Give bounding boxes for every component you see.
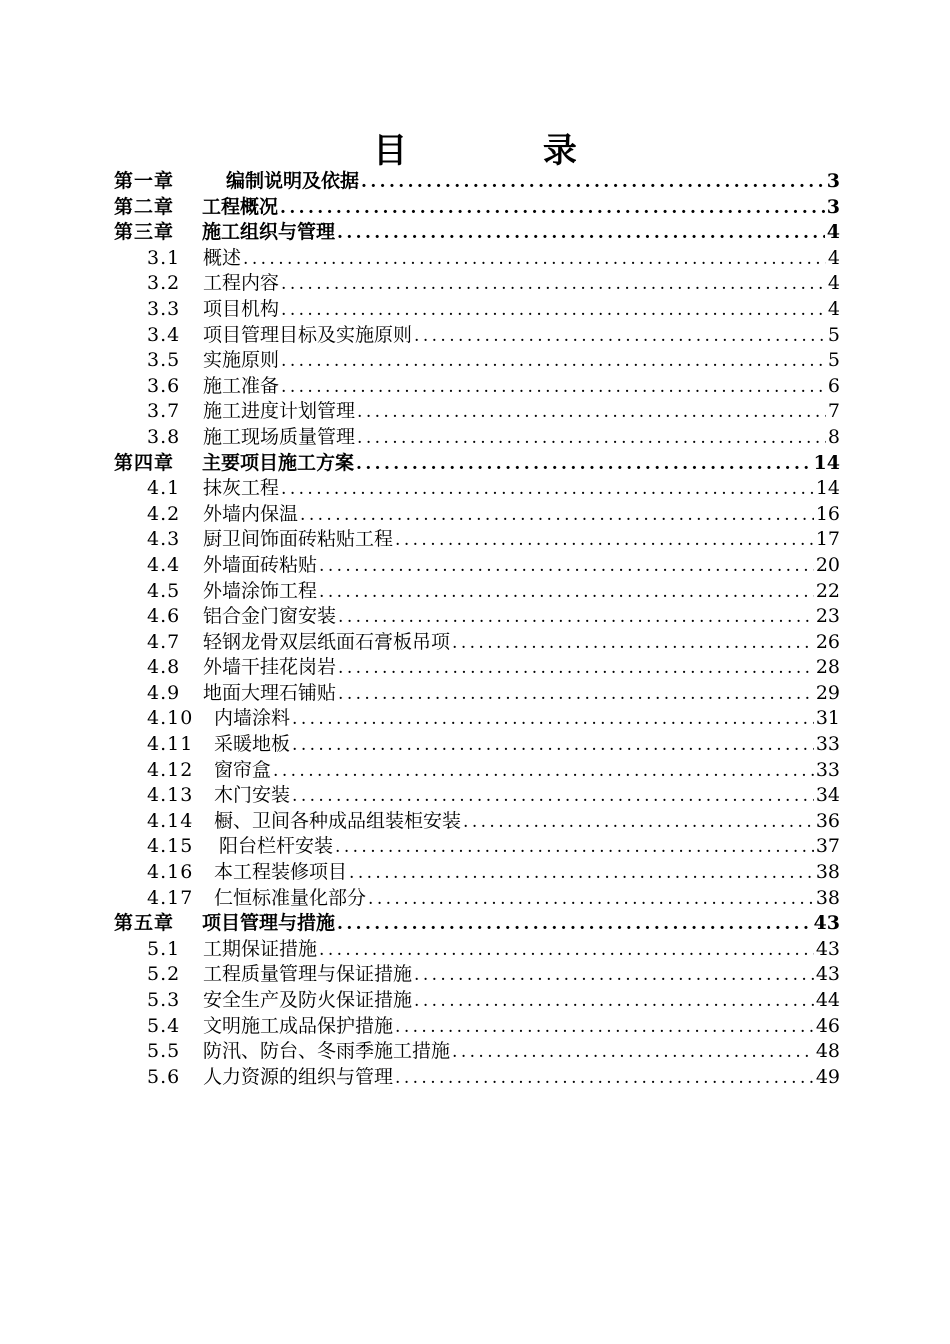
toc-entry-number: 4.11 bbox=[147, 733, 194, 756]
toc-entry-title: 实施原则 bbox=[203, 349, 280, 372]
toc-entry-number: 5.5 bbox=[147, 1040, 181, 1063]
toc-entry-page: 46 bbox=[815, 1014, 840, 1037]
toc-entry-page: 5 bbox=[827, 349, 840, 372]
dot-leader bbox=[335, 835, 814, 861]
dot-leader bbox=[280, 196, 825, 222]
dot-leader bbox=[292, 784, 814, 810]
toc-entry-page: 37 bbox=[815, 835, 840, 858]
toc-entry-5-3[interactable] bbox=[114, 988, 840, 1014]
toc-entry-4-13[interactable] bbox=[114, 783, 840, 809]
toc-entry-title: 阳台栏杆安装 bbox=[219, 835, 334, 858]
toc-entry-number: 4.16 bbox=[147, 861, 194, 884]
toc-entry-page: 7 bbox=[827, 400, 840, 423]
toc-entry-title: 外墙涂饰工程 bbox=[203, 579, 318, 602]
dot-leader bbox=[281, 298, 826, 324]
dot-leader bbox=[281, 272, 826, 298]
toc-entry-number: 3.4 bbox=[147, 323, 181, 346]
dot-leader bbox=[319, 580, 814, 606]
toc-entry-4-9[interactable] bbox=[114, 681, 840, 707]
toc-entry-title: 铝合金门窗安装 bbox=[203, 605, 337, 628]
toc-entry-number: 5.3 bbox=[147, 989, 181, 1011]
toc-entry-page: 4 bbox=[827, 272, 840, 295]
toc-entry-page: 14 bbox=[813, 451, 840, 474]
dot-leader bbox=[292, 707, 814, 733]
toc-entry-page: 44 bbox=[815, 989, 840, 1011]
toc-entry-number: 3.8 bbox=[147, 425, 181, 448]
toc-entry-page: 34 bbox=[815, 784, 840, 807]
toc-entry-number: 3.2 bbox=[147, 272, 181, 295]
toc-entry-page: 23 bbox=[815, 605, 840, 628]
table-of-contents bbox=[114, 169, 840, 1090]
toc-entry-title: 厨卫间饰面砖粘贴工程 bbox=[203, 528, 394, 551]
toc-entry-title: 工程内容 bbox=[203, 272, 280, 295]
toc-entry-title: 地面大理石铺贴 bbox=[203, 681, 337, 704]
toc-entry-title: 防汛、防台、冬雨季施工措施 bbox=[203, 1040, 451, 1063]
toc-entry-4-10[interactable] bbox=[114, 706, 840, 732]
toc-entry-5-1[interactable] bbox=[114, 937, 840, 963]
dot-leader bbox=[356, 452, 812, 478]
toc-entry-number: 5.1 bbox=[147, 937, 181, 960]
toc-entry-number: 第五章 bbox=[114, 912, 175, 935]
toc-entry-number: 4.15 bbox=[147, 835, 194, 858]
toc-entry-number: 3.6 bbox=[147, 374, 181, 397]
dot-leader bbox=[414, 324, 826, 350]
toc-entry-title: 采暖地板 bbox=[214, 733, 291, 756]
toc-entry-4-15[interactable] bbox=[114, 834, 840, 860]
toc-entry-page: 28 bbox=[815, 656, 840, 679]
dot-leader bbox=[395, 1066, 814, 1092]
toc-entry-page: 36 bbox=[815, 809, 840, 832]
dot-leader bbox=[368, 887, 814, 913]
toc-entry-page: 20 bbox=[815, 553, 840, 576]
toc-entry-3-1[interactable] bbox=[114, 246, 840, 272]
toc-entry-page: 5 bbox=[827, 323, 840, 346]
toc-entry-3-4[interactable] bbox=[114, 323, 840, 349]
toc-entry-4-14[interactable] bbox=[114, 809, 840, 835]
toc-entry-title: 内墙涂料 bbox=[214, 707, 291, 730]
toc-entry-4-11[interactable] bbox=[114, 732, 840, 758]
toc-entry-number: 4.2 bbox=[147, 502, 181, 525]
toc-entry-4-7[interactable] bbox=[114, 630, 840, 656]
toc-entry-title: 人力资源的组织与管理 bbox=[203, 1065, 394, 1088]
dot-leader bbox=[349, 861, 814, 887]
dot-leader bbox=[357, 426, 826, 452]
toc-entry-number: 4.5 bbox=[147, 579, 181, 602]
toc-entry-number: 第三章 bbox=[114, 221, 175, 244]
toc-entry-title: 主要项目施工方案 bbox=[202, 451, 355, 474]
dot-leader bbox=[338, 682, 814, 708]
toc-entry-page: 14 bbox=[815, 477, 840, 500]
dot-leader bbox=[338, 656, 814, 682]
toc-entry-title: 编制说明及依据 bbox=[226, 170, 360, 192]
toc-entry-number: 4.3 bbox=[147, 528, 181, 551]
dot-leader bbox=[395, 528, 814, 554]
toc-entry-title: 项目管理与措施 bbox=[202, 912, 336, 935]
toc-entry-chapter-4[interactable] bbox=[114, 451, 840, 477]
toc-entry-number: 3.3 bbox=[147, 297, 181, 320]
toc-entry-4-2[interactable] bbox=[114, 502, 840, 528]
dot-leader bbox=[319, 554, 814, 580]
toc-entry-title: 安全生产及防火保证措施 bbox=[203, 989, 413, 1011]
dot-leader bbox=[281, 375, 826, 401]
dot-leader bbox=[300, 503, 814, 529]
dot-leader bbox=[357, 400, 826, 426]
toc-entry-title: 本工程装修项目 bbox=[214, 861, 348, 884]
toc-entry-3-8[interactable] bbox=[114, 425, 840, 451]
toc-entry-3-3[interactable] bbox=[114, 297, 840, 323]
toc-entry-page: 38 bbox=[815, 886, 840, 909]
dot-leader bbox=[338, 605, 814, 631]
toc-entry-4-8[interactable] bbox=[114, 655, 840, 681]
toc-entry-number: 5.6 bbox=[147, 1065, 181, 1088]
toc-entry-page: 33 bbox=[815, 758, 840, 781]
toc-entry-title: 轻钢龙骨双层纸面石膏板吊项 bbox=[203, 630, 451, 653]
toc-entry-title: 木门安装 bbox=[214, 784, 291, 807]
toc-entry-page: 29 bbox=[815, 681, 840, 704]
dot-leader bbox=[361, 170, 825, 196]
toc-entry-title: 施工现场质量管理 bbox=[203, 425, 356, 448]
toc-entry-title: 施工组织与管理 bbox=[202, 221, 336, 244]
toc-entry-3-6[interactable] bbox=[114, 374, 840, 400]
toc-entry-page: 4 bbox=[826, 221, 840, 244]
toc-entry-4-3[interactable] bbox=[114, 527, 840, 553]
toc-entry-number: 第四章 bbox=[114, 451, 175, 474]
toc-entry-4-1[interactable] bbox=[114, 476, 840, 502]
toc-entry-title: 橱、卫间各种成品组装柜安装 bbox=[214, 809, 462, 832]
toc-entry-chapter-5[interactable] bbox=[114, 911, 840, 937]
toc-entry-3-2[interactable] bbox=[114, 271, 840, 297]
toc-entry-number: 4.13 bbox=[147, 784, 194, 807]
dot-leader bbox=[414, 963, 814, 989]
toc-entry-3-5[interactable] bbox=[114, 348, 840, 374]
toc-entry-page: 3 bbox=[826, 195, 840, 218]
toc-entry-number: 3.5 bbox=[147, 349, 181, 372]
toc-entry-number: 4.12 bbox=[147, 758, 194, 781]
toc-entry-chapter-2[interactable] bbox=[114, 195, 840, 221]
toc-entry-page: 6 bbox=[827, 374, 840, 397]
toc-entry-title: 外墙面砖粘贴 bbox=[203, 553, 318, 576]
toc-entry-page: 4 bbox=[827, 246, 840, 269]
dot-leader bbox=[463, 810, 814, 836]
toc-entry-page: 43 bbox=[815, 963, 840, 986]
toc-entry-4-12[interactable] bbox=[114, 758, 840, 784]
dot-leader bbox=[337, 221, 825, 247]
dot-leader bbox=[414, 989, 814, 1015]
toc-entry-title: 抹灰工程 bbox=[203, 477, 280, 500]
dot-leader bbox=[292, 733, 814, 759]
dot-leader bbox=[452, 1040, 814, 1066]
dot-leader bbox=[281, 477, 814, 503]
toc-entry-title: 文明施工成品保护措施 bbox=[203, 1014, 394, 1037]
page-title: 目 录 bbox=[373, 131, 639, 171]
toc-entry-number: 5.2 bbox=[147, 963, 181, 986]
toc-entry-page: 43 bbox=[815, 937, 840, 960]
dot-leader bbox=[337, 912, 812, 938]
toc-entry-page: 49 bbox=[815, 1065, 840, 1088]
toc-entry-4-16[interactable] bbox=[114, 860, 840, 886]
toc-entry-title: 窗帘盒 bbox=[214, 758, 272, 781]
toc-entry-title: 项目管理目标及实施原则 bbox=[203, 323, 413, 346]
toc-entry-page: 4 bbox=[827, 297, 840, 320]
toc-entry-page: 38 bbox=[815, 861, 840, 884]
toc-entry-page: 43 bbox=[813, 912, 840, 935]
toc-entry-title: 工程概况 bbox=[202, 195, 279, 218]
toc-entry-title: 外墙内保温 bbox=[203, 502, 299, 525]
toc-entry-number: 4.17 bbox=[147, 886, 194, 909]
toc-entry-chapter-1[interactable] bbox=[114, 169, 840, 195]
toc-entry-page: 8 bbox=[827, 425, 840, 448]
toc-entry-title: 外墙干挂花岗岩 bbox=[203, 656, 337, 679]
toc-entry-title: 施工准备 bbox=[203, 374, 280, 397]
toc-entry-title: 工期保证措施 bbox=[203, 937, 318, 960]
dot-leader bbox=[281, 349, 826, 375]
toc-entry-number: 第二章 bbox=[114, 195, 175, 218]
toc-entry-page: 33 bbox=[815, 733, 840, 756]
toc-entry-5-4[interactable] bbox=[114, 1014, 840, 1040]
toc-entry-page: 3 bbox=[826, 170, 840, 192]
toc-entry-number: 4.8 bbox=[147, 656, 181, 679]
toc-entry-5-5[interactable] bbox=[114, 1039, 840, 1065]
toc-entry-number: 3.1 bbox=[147, 246, 181, 269]
toc-entry-5-2[interactable] bbox=[114, 962, 840, 988]
toc-entry-number: 4.1 bbox=[147, 477, 181, 500]
toc-entry-title: 施工进度计划管理 bbox=[203, 400, 356, 423]
toc-entry-number: 4.4 bbox=[147, 553, 181, 576]
toc-entry-title: 工程质量管理与保证措施 bbox=[203, 963, 413, 986]
toc-entry-page: 22 bbox=[815, 579, 840, 602]
toc-entry-number: 4.14 bbox=[147, 809, 194, 832]
toc-entry-number: 4.10 bbox=[147, 707, 194, 730]
toc-entry-page: 48 bbox=[815, 1040, 840, 1063]
toc-entry-number: 4.6 bbox=[147, 605, 181, 628]
toc-entry-number: 5.4 bbox=[147, 1014, 181, 1037]
dot-leader bbox=[243, 247, 826, 273]
dot-leader bbox=[395, 1015, 814, 1041]
toc-entry-3-7[interactable] bbox=[114, 399, 840, 425]
dot-leader bbox=[319, 938, 814, 964]
toc-entry-title: 仁恒标准量化部分 bbox=[214, 886, 367, 909]
toc-entry-4-4[interactable] bbox=[114, 553, 840, 579]
dot-leader bbox=[273, 759, 814, 785]
toc-entry-4-6[interactable] bbox=[114, 604, 840, 630]
toc-entry-number: 第一章 bbox=[114, 170, 175, 192]
toc-entry-number: 4.7 bbox=[147, 630, 181, 653]
toc-entry-4-5[interactable] bbox=[114, 579, 840, 605]
toc-entry-page: 17 bbox=[815, 528, 840, 551]
toc-entry-number: 3.7 bbox=[147, 400, 181, 423]
toc-entry-title: 概述 bbox=[203, 246, 242, 269]
toc-entry-page: 31 bbox=[815, 707, 840, 730]
toc-entry-page: 26 bbox=[815, 630, 840, 653]
toc-entry-chapter-3[interactable] bbox=[114, 220, 840, 246]
toc-entry-5-6[interactable] bbox=[114, 1065, 840, 1091]
toc-entry-4-17[interactable] bbox=[114, 886, 840, 912]
toc-entry-number: 4.9 bbox=[147, 681, 181, 704]
toc-entry-page: 16 bbox=[815, 502, 840, 525]
dot-leader bbox=[452, 631, 814, 657]
toc-entry-title: 项目机构 bbox=[203, 297, 280, 320]
